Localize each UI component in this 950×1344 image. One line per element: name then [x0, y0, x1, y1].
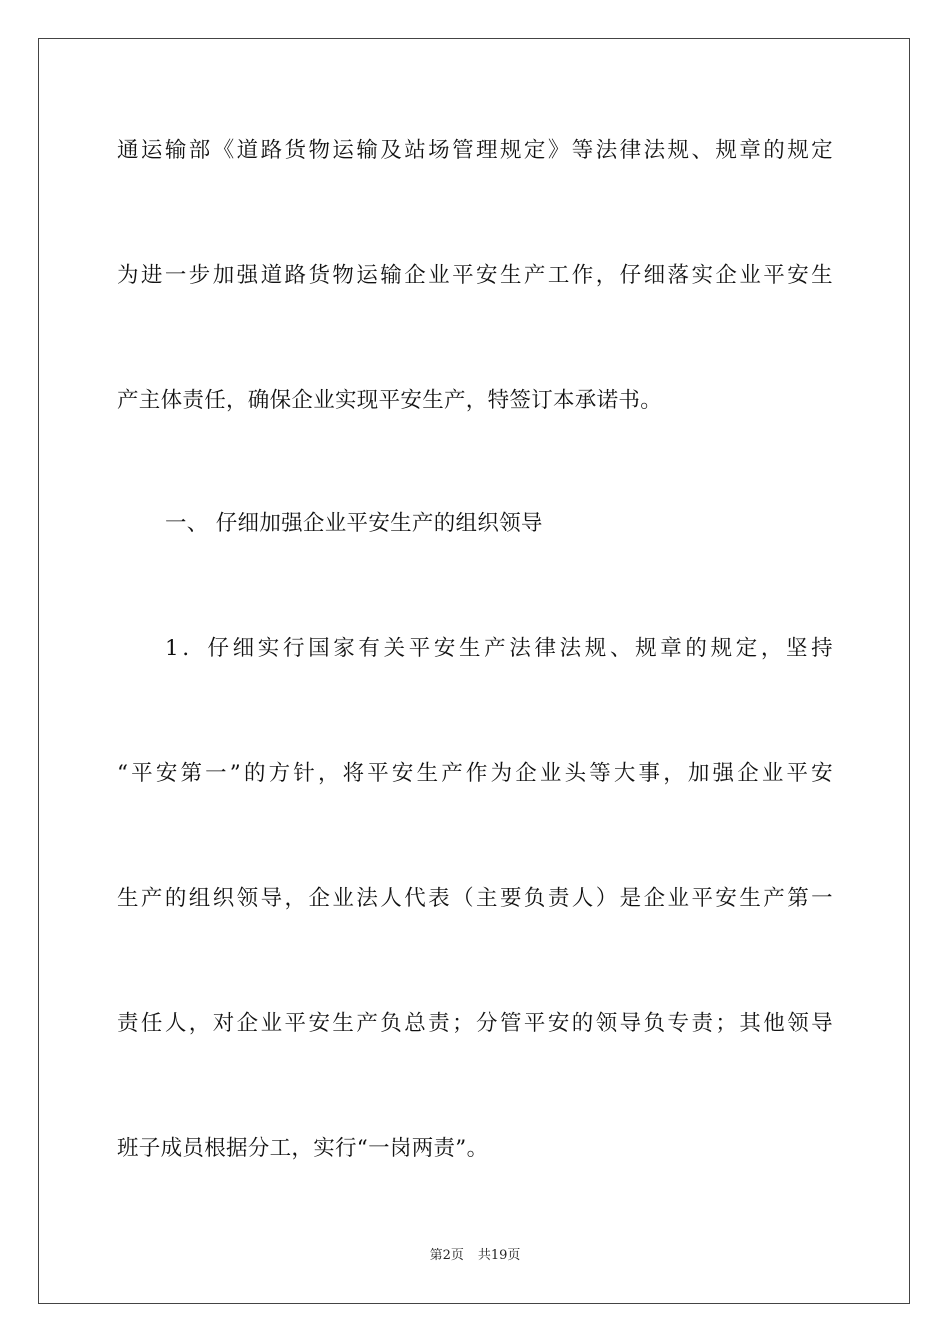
section-heading: 一、 仔细加强企业平安生产的组织领导: [165, 511, 543, 536]
body-text-line-3: 产主体责任，确保企业实现平安生产，特签订本承诺书。: [117, 388, 663, 413]
page-total: 共19页: [477, 1248, 521, 1263]
body-text-line-5: 1．仔细实行国家有关平安生产法律法规、规章的规定，坚持: [165, 636, 833, 661]
body-text-line-1: 通运输部《道路货物运输及站场管理规定》等法律法规、规章的规定: [117, 138, 833, 163]
page-footer: [0, 1247, 950, 1265]
body-text-line-6: “平安第一”的方针，将平安生产作为企业头等大事，加强企业平安: [117, 761, 833, 786]
page-border: [38, 38, 910, 1304]
body-text-line-2: 为进一步加强道路货物运输企业平安生产工作，仔细落实企业平安生: [117, 263, 833, 288]
body-text-line-8: 责任人，对企业平安生产负总责；分管平安的领导负专责；其他领导: [117, 1011, 833, 1036]
page-number: 第2页: [429, 1248, 464, 1263]
body-text-line-9: 班子成员根据分工，实行“一岗两责”。: [117, 1136, 489, 1161]
body-text-line-7: 生产的组织领导，企业法人代表（主要负责人）是企业平安生产第一: [117, 886, 833, 911]
